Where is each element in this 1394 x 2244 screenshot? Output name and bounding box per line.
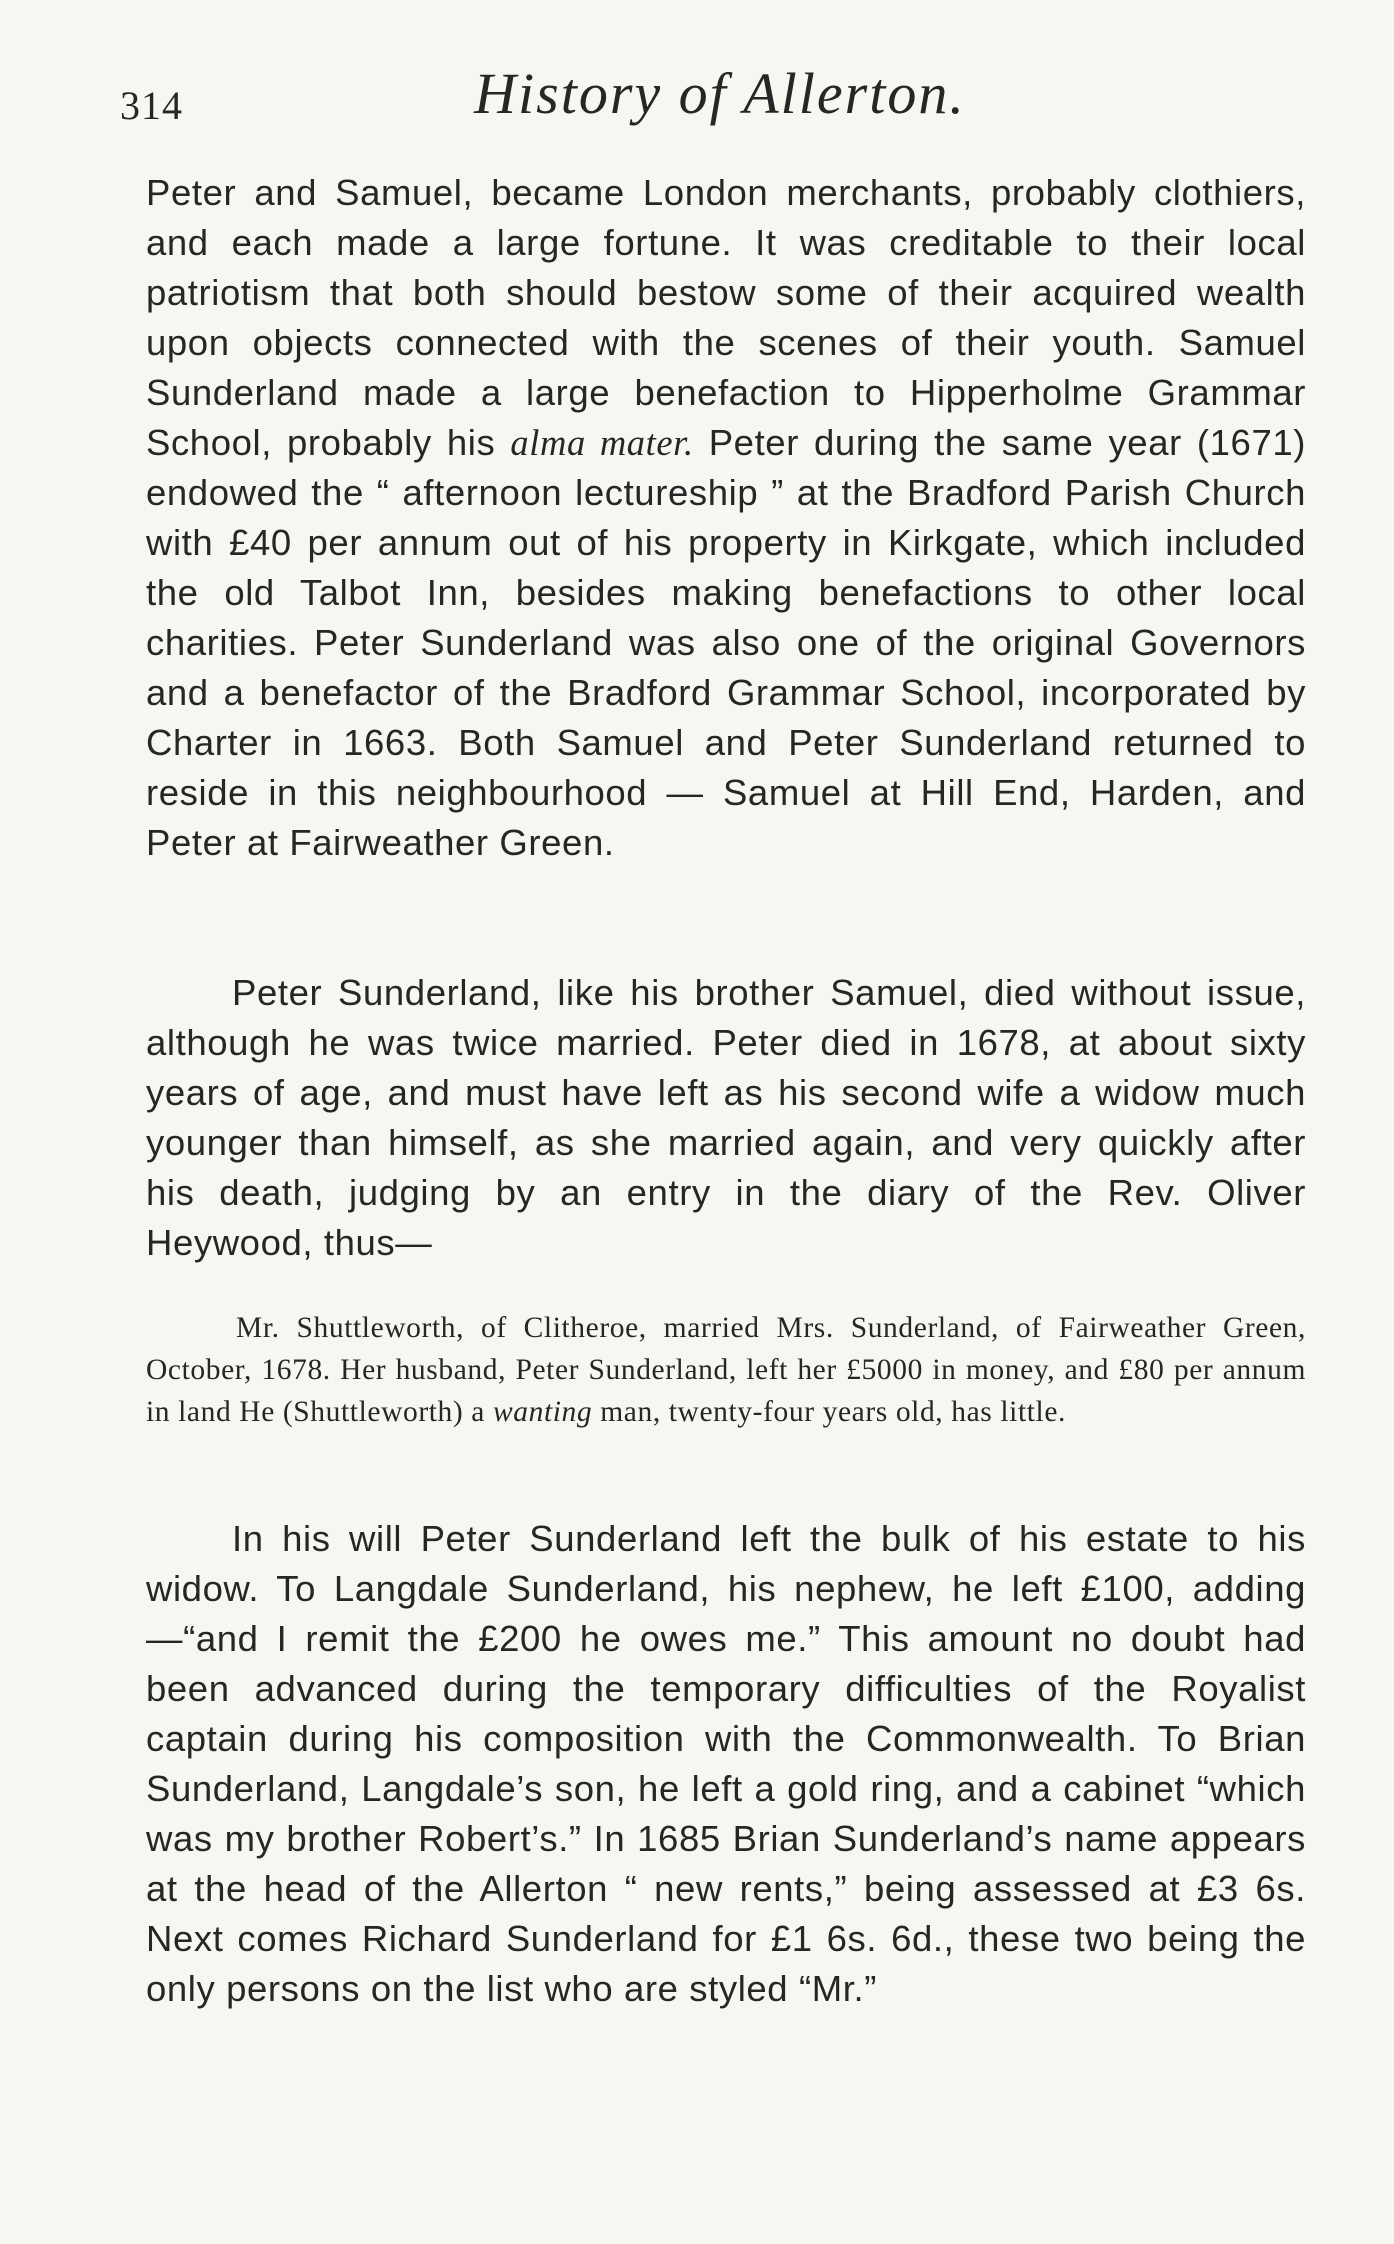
block-quote (146, 1307, 1306, 1433)
quote-part-1: Mr. Shuttleworth, of Clitheroe, married Mrs. Sunderland, of Fairweather Green, October, 1678. Her husband, Peter Sunderland, left her £5000 in money, and £80 per annum in land He (Shuttleworth) a (146, 1312, 1306, 1428)
paragraph-1-italic: alma mater. (510, 422, 694, 463)
paragraph-3 (146, 1514, 1306, 2014)
paragraph-1-part-2: Peter during the same year (1671) endowed the “ afternoon lectureship ” at the Bradford Parish Church with £40 per annum out of his property in Kirkgate, which included the old Talbot Inn, besides making benefactions to other local charities. Peter Sunderland was also one of the original Governors and a benefactor of the Bradford Grammar School, incorporated by Charter in 1663. Both Samuel and Peter Sunderland returned to reside in this neighbourhood — Samuel at Hill End, Harden, and Peter at Fairweather Green. (146, 422, 1307, 863)
quote-italic: wanting (492, 1396, 593, 1428)
paragraph-2-text: Peter Sunderland, like his brother Samuel, died without issue, although he was twice married. Peter died in 1678, at about sixty years of age, and must have left as his second wife a widow much younger than himself, as she married again, and very quickly after his death, judging by an entry in the diary of the Rev. Oliver Heywood, thus— (146, 972, 1306, 1263)
running-title: History of Allerton. (474, 61, 966, 126)
paragraph-3-text: In his will Peter Sunderland left the bulk of his estate to his widow. To Langdale Sunderland, his nephew, he left £100, adding—“and I remit the £200 he owes me.” This amount no doubt had been advanced during the temporary difficulties of the Royalist captain during his composition with the Commonwealth. To Brian Sunderland, Langdale’s son, he left a gold ring, and a cabinet “which was my brother Robert’s.” In 1685 Brian Sunderland’s name appears at the head of the Allerton “ new rents,” being assessed at £3 6s. Next comes Richard Sunderland for £1 6s. 6d., these two being the only persons on the list who are styled “Mr.” (146, 1518, 1306, 2009)
quote-part-2: man, twenty-four years old, has little. (592, 1396, 1067, 1428)
paragraph-2 (146, 968, 1306, 1268)
page-header (120, 60, 1320, 140)
paragraph-1-part-1: Peter and Samuel, became London merchants, probably clothiers, and each made a large fortune. It was creditable to their local patriotism that both should bestow some of their acquired wealth upon objects connected with the scenes of their youth. Samuel Sunderland made a large benefaction to Hipperholme Grammar School, probably his (146, 172, 1306, 463)
page-number: 314 (120, 83, 183, 128)
paragraph-1-text (146, 168, 1306, 868)
paragraph-1 (146, 168, 1306, 868)
